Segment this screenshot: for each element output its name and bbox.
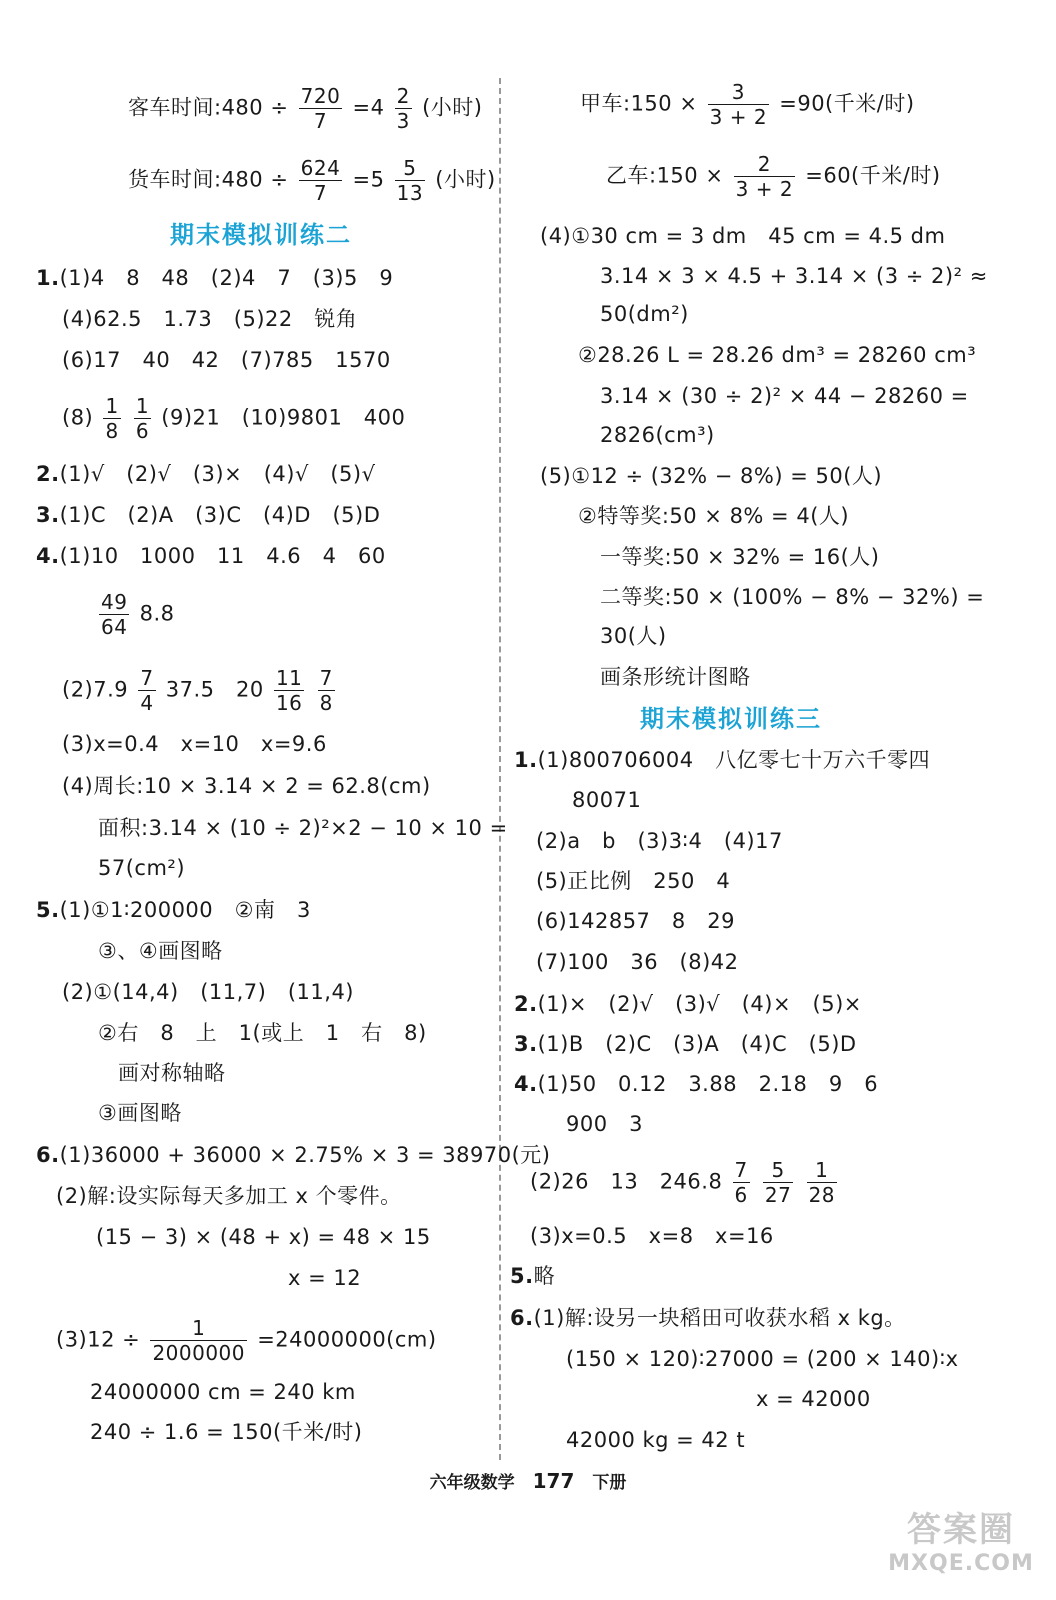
q1-line-4: (8) $\frac{1}{8}$ $\frac{1}{6}$ (9)21 (10)9801 400 bbox=[62, 394, 406, 443]
r-line-6: ②28.26 L = 28.26 dm³ = 28260 cm³ bbox=[578, 343, 977, 367]
q4-line-6: 面积:3.14 × (10 ÷ 2)²×2 − 10 × 10 = bbox=[98, 816, 508, 840]
q6-line-2: (2)解:设实际每天多加工 x 个零件。 bbox=[56, 1184, 402, 1208]
t1-line-1: 1.(1)800706004 八亿零七十万六千零四 bbox=[514, 748, 931, 772]
t6-line-4: 42000 kg = 42 t bbox=[566, 1428, 746, 1452]
column-divider bbox=[499, 78, 501, 1460]
footer-subject: 六年级数学 bbox=[429, 1473, 515, 1493]
q6-line-4: x = 12 bbox=[288, 1266, 362, 1290]
q5-line-2: ③、④画图略 bbox=[98, 939, 223, 963]
t5-line: 5.略 bbox=[510, 1264, 556, 1288]
t4-line-1: 4.(1)50 0.12 3.88 2.18 9 6 bbox=[514, 1072, 879, 1096]
t6-line-2: (150 × 120)∶27000 = (200 × 140)∶x bbox=[566, 1347, 959, 1371]
watermark-url: MXQE.COM bbox=[888, 1551, 1034, 1576]
passenger-car-time: 客车时间:480 ÷ $\frac{720}{7}$ =4 $\frac{2}{3}$ (小时) bbox=[128, 84, 483, 133]
t4-line-4: (3)x=0.5 x=8 x=16 bbox=[530, 1224, 774, 1248]
r-line-10: ②特等奖:50 × 8% = 4(人) bbox=[578, 504, 850, 528]
r-line-9: (5)①12 ÷ (32% − 8%) = 50(人) bbox=[540, 464, 883, 488]
r-line-11: 一等奖:50 × 32% = 16(人) bbox=[600, 545, 880, 569]
q1-line-3: (6)17 40 42 (7)785 1570 bbox=[62, 348, 391, 372]
t6-line-3: x = 42000 bbox=[756, 1387, 871, 1411]
q4-line-4: (3)x=0.4 x=10 x=9.6 bbox=[62, 732, 327, 756]
watermark-logo-text: 答案圈 bbox=[907, 1510, 1015, 1550]
q4-line-7: 57(cm²) bbox=[98, 856, 186, 880]
section-heading-2: 期末模拟训练二 bbox=[170, 221, 352, 249]
r-line-7: 3.14 × (30 ÷ 2)² × 44 − 28260 = bbox=[600, 384, 969, 408]
t2-line: 2.(1)× (2)√ (3)√ (4)× (5)× bbox=[514, 992, 862, 1016]
footer-volume: 下册 bbox=[592, 1473, 627, 1493]
q6-line-3: (15 − 3) × (48 + x) = 48 × 15 bbox=[96, 1225, 431, 1249]
q6-line-1: 6.(1)36000 + 36000 × 2.75% × 3 = 38970(元) bbox=[36, 1143, 551, 1167]
q5-line-3: (2)①(14,4) (11,7) (11,4) bbox=[62, 980, 355, 1004]
page-footer bbox=[0, 1468, 1056, 1493]
r-line-14: 画条形统计图略 bbox=[600, 665, 751, 689]
r-line-4: 3.14 × 3 × 4.5 + 3.14 × (3 ÷ 2)² ≈ bbox=[600, 264, 988, 288]
q5-line-4: ②右 8 上 1(或上 1 右 8) bbox=[98, 1021, 427, 1045]
q3-line: 3.(1)C (2)A (3)C (4)D (5)D bbox=[36, 503, 381, 527]
q4-line-2: $\frac{49}{64}$ 8.8 bbox=[101, 590, 175, 639]
t4-line-3: (2)26 13 246.8 $\frac{7}{6}$ $\frac{5}{27}$ $\frac{1}{28}$ bbox=[530, 1158, 836, 1207]
t1-line-5: (6)142857 8 29 bbox=[536, 909, 735, 933]
t1-line-4: (5)正比例 250 4 bbox=[536, 869, 731, 893]
q1-line-1: 1.(1)4 8 48 (2)4 7 (3)5 9 bbox=[36, 266, 394, 290]
car-b-speed: 乙车:150 × $\frac{2}{3 + 2}$ =60(千米/时) bbox=[606, 152, 941, 201]
q4-line-5: (4)周长:10 × 3.14 × 2 = 62.8(cm) bbox=[62, 774, 431, 798]
t4-line-2: 900 3 bbox=[566, 1112, 643, 1136]
q5-line-6: ③画图略 bbox=[98, 1101, 182, 1125]
r-line-13: 30(人) bbox=[600, 624, 667, 648]
q6-line-5: (3)12 ÷ $\frac{1}{2000000}$ =24000000(cm) bbox=[56, 1316, 437, 1365]
q6-line-6: 24000000 cm = 240 km bbox=[90, 1380, 356, 1404]
q5-line-1: 5.(1)①1∶200000 ②南 3 bbox=[36, 898, 311, 922]
q6-line-7: 240 ÷ 1.6 = 150(千米/时) bbox=[90, 1420, 363, 1444]
page-number: 177 bbox=[532, 1469, 575, 1493]
t3-line: 3.(1)B (2)C (3)A (4)C (5)D bbox=[514, 1032, 857, 1056]
watermark-logo bbox=[886, 1502, 1036, 1582]
r-line-3: (4)①30 cm = 3 dm 45 cm = 4.5 dm bbox=[540, 224, 946, 248]
t6-line-1: 6.(1)解:设另一块稻田可收获水稻 x kg。 bbox=[510, 1306, 906, 1330]
q4-line-1: 4.(1)10 1000 11 4.6 4 60 bbox=[36, 544, 386, 568]
t1-line-6: (7)100 36 (8)42 bbox=[536, 950, 739, 974]
q1-line-2: (4)62.5 1.73 (5)22 锐角 bbox=[62, 307, 358, 331]
car-a-speed: 甲车:150 × $\frac{3}{3 + 2}$ =90(千米/时) bbox=[580, 80, 915, 129]
r-line-5: 50(dm²) bbox=[600, 302, 689, 326]
r-line-8: 2826(cm³) bbox=[600, 423, 715, 447]
t1-line-3: (2)a b (3)3∶4 (4)17 bbox=[536, 829, 783, 853]
r-line-12: 二等奖:50 × (100% − 8% − 32%) = bbox=[600, 585, 985, 609]
q5-line-5: 画对称轴略 bbox=[118, 1061, 226, 1085]
freight-car-time: 货车时间:480 ÷ $\frac{624}{7}$ =5 $\frac{5}{13}$ (小时) bbox=[128, 156, 496, 205]
q4-line-3: (2)7.9 $\frac{7}{4}$ 37.5 20 $\frac{11}{16}$ $\frac{7}{8}$ bbox=[62, 666, 333, 715]
q2-line: 2.(1)√ (2)√ (3)× (4)√ (5)√ bbox=[36, 462, 376, 486]
t1-line-2: 80071 bbox=[572, 788, 642, 812]
section-heading-3: 期末模拟训练三 bbox=[640, 705, 822, 733]
